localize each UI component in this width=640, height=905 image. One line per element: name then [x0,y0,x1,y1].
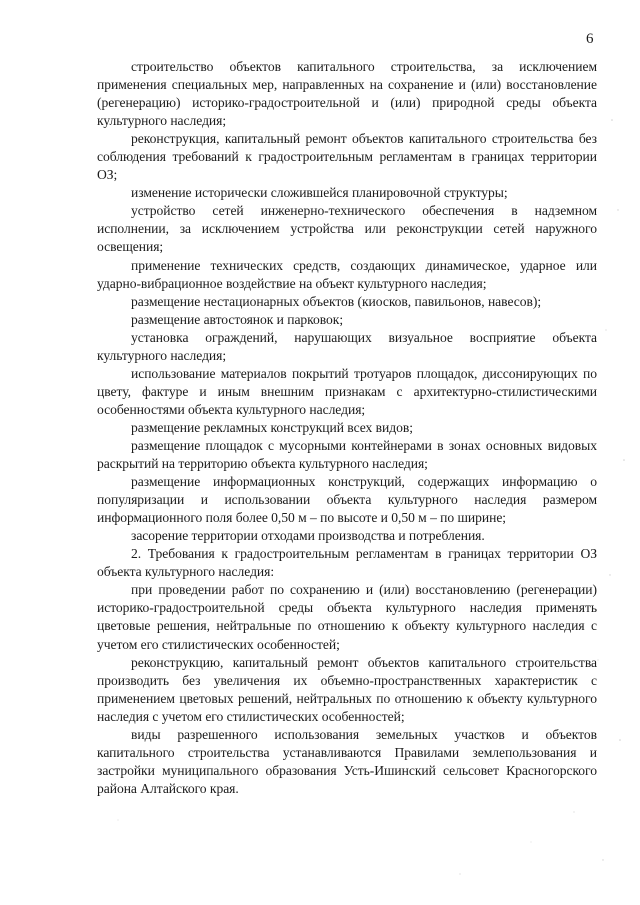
section-heading-requirements: 2. Требования к градостроительным регламентам в границах территории ОЗ объекта культурного наследия: [97,546,597,580]
document-body [97,58,597,798]
paragraph-engineering-networks: устройство сетей инженерно-технического обеспечения в надземном исполнении, за исключением устройства или реконструкции сетей наружного освещения; [97,203,597,255]
paragraph-information-structures: размещение информационных конструкций, содержащих информацию о популяризации и использовании объекта культурного наследия размером информационного поля более 0,50 м – по высоте и 0,50 м – по ширине; [97,474,597,526]
paragraph-technical-means: применение технических средств, создающих динамическое, ударное или ударно-вибрационное воздействие на объект культурного наследия; [97,257,597,291]
paragraph-advertising: размещение рекламных конструкций всех видов; [131,419,413,435]
paragraph-parking: размещение автостоянок и парковок; [131,311,344,327]
paragraph-construction: строительство объектов капитального строительства, за исключением применения специальных мер, направленных на сохранение и (или) восстановление (регенерацию) историко-градостроительной и (или) природной среды объекта культурного наследия; [97,59,597,129]
paragraph-non-stationary-objects: размещение нестационарных объектов (киосков, павильонов, навесов); [131,293,542,309]
paragraph-permitted-use: виды разрешенного использования земельных участков и объектов капитального строительства устанавливаются Правилами землепользования и застройки муниципального образования Усть-Ишинский сельсовет Красногорского района Алтайского края. [97,726,597,796]
paragraph-planning-structure: изменение исторически сложившейся планировочной структуры; [131,185,508,201]
page-number: 6 [586,31,594,47]
paragraph-fences: установка ограждений, нарушающих визуальное восприятие объекта культурного наследия; [97,329,597,363]
paragraph-reconstruction-requirements: реконструкцию, капитальный ремонт объектов капитального строительства производить без увеличения их объемно-пространственных характеристик с применением цветовых решений, нейтральных по отношению к объекту культурного наследия с учетом его стилистических особенностей; [97,654,597,724]
paragraph-reconstruction: реконструкция, капитальный ремонт объектов капитального строительства без соблюдения требований к градостроительным регламентам в границах территории ОЗ; [97,131,597,183]
paragraph-pavement-materials: использование материалов покрытий тротуаров площадок, диссонирующих по цвету, фактуре и иным внешним признакам с архитектурно-стилистическими особенностями объекта культурного наследия; [97,365,597,417]
paragraph-waste-containers: размещение площадок с мусорными контейнерами в зонах основных видовых раскрытий на территорию объекта культурного наследия; [97,437,597,472]
paragraph-color-solutions: при проведении работ по сохранению и (или) восстановлению (регенерации) историко-градостроительной среды объекта культурного наследия применять цветовые решения, нейтральные по отношению к объекту культурного наследия с учетом его стилистических особенностей; [97,582,597,652]
paragraph-littering: засорение территории отходами производства и потребления. [131,528,485,544]
